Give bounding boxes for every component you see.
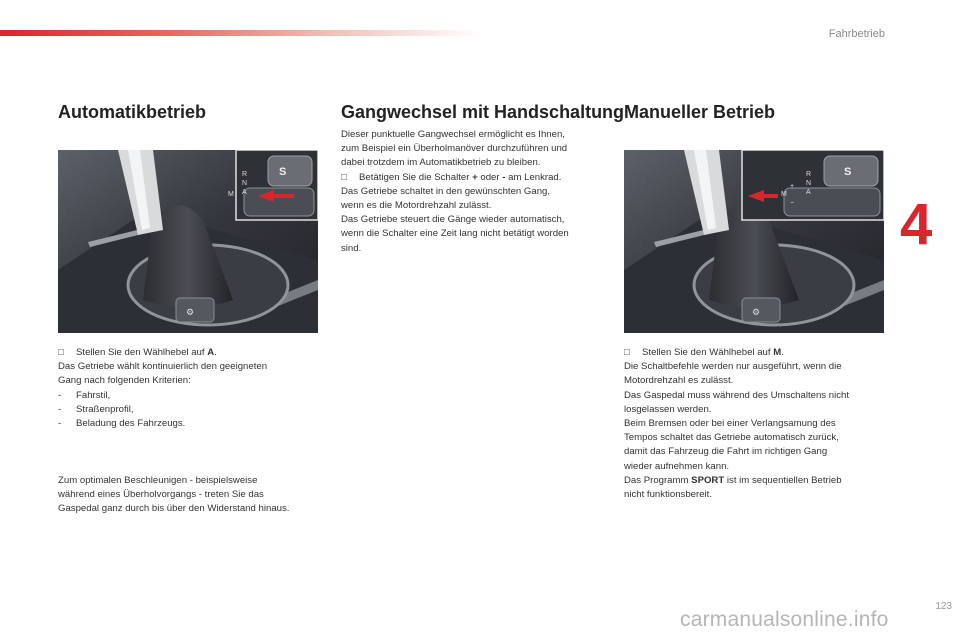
col3-body: □ Stellen Sie den Wählhebel auf M. Die Schaltbefehle werden nur ausgeführt, wenn die Motordrehzahl es zulässt. Das Gaspedal muss während des Umschaltens nicht losgelassen werden. Beim Bremsen oder bei einer Verlangsamung des Tempos schaltet das Getriebe automatisch zurück, damit das Fahrzeug die Fahrt im richtigen Gang wieder aufnehmen kann. Das Programm SPORT ist im sequentiellen Betrieb nicht funktionsbereit. [624,346,894,502]
gear-selector-illustration [58,150,318,333]
label-n: N [242,180,248,187]
gear-selector-photo-manual [624,150,884,333]
label-s: S [279,166,287,178]
col2-bullet-line: □ Betätigen Sie die Schalter + oder - am Lenkrad. [341,171,611,185]
col1-line: Gang nach folgenden Kriterien: [58,375,191,387]
label-r: R [806,171,812,178]
label-a: A [806,189,811,196]
header-accent-bar [0,30,480,36]
heading-gangwechsel: Gangwechsel mit Handschaltung [341,102,625,122]
label-r: R [242,171,248,178]
heading-automatikbetrieb: Automatikbetrieb [58,102,207,122]
gear-selector-photo-auto [58,150,318,333]
col1-bullet-line: □ Stellen Sie den Wählhebel auf A. [58,346,328,360]
label-plus: + [790,183,795,190]
label-m: M [228,191,234,198]
col1-body [58,346,328,431]
label-a: A [242,189,247,196]
section-title: Fahrbetrieb [828,28,885,40]
checkbox-bullet-icon: □ [624,347,630,358]
col1-note: Zum optimalen Beschleunigen - beispielsweise während eines Überholvorgangs - treten Sie das Gaspedal ganz durch bis über den Widerstand hinaus. [58,475,290,515]
col3-bullet-line: □ Stellen Sie den Wählhebel auf M. [624,346,894,360]
criteria-item: - Straßenprofil, [58,403,134,415]
checkbox-bullet-icon: □ [341,171,347,183]
watermark-link[interactable]: carmanualsonline.info [680,608,889,631]
col2-body: Dieser punktuelle Gangwechsel ermöglicht es Ihnen, zum Beispiel ein Überholmanöver durchzuführen und dabei trotzdem im Automatikbetrieb zu bleiben. □ Betätigen Sie die Schalter + oder - am Lenkrad. Das Getriebe schaltet in den gewünschten Gang, wenn es die Motordrehzahl zulässt. Das Getriebe steuert die Gänge wieder automatisch, wenn die Schalter eine Zeit lang nicht betätigt worden sind. [341,128,611,256]
gear-selector-illustration [624,150,884,333]
label-minus: − [790,200,795,207]
label-s: S [844,166,852,178]
criteria-item: - Beladung des Fahrzeugs. [58,418,186,430]
svg-text:⚙: ⚙ [186,307,195,317]
col1-line: Das Getriebe wählt kontinuierlich den geeigneten [58,361,268,373]
page-number: 123 [935,601,952,612]
criteria-item: - Fahrstil, [58,389,111,401]
label-n: N [806,180,812,187]
heading-manueller-betrieb: Manueller Betrieb [624,102,776,122]
svg-text:⚙: ⚙ [752,307,761,317]
chapter-number: 4 [900,192,933,257]
checkbox-bullet-icon: □ [58,347,64,358]
label-m: M [781,191,787,198]
